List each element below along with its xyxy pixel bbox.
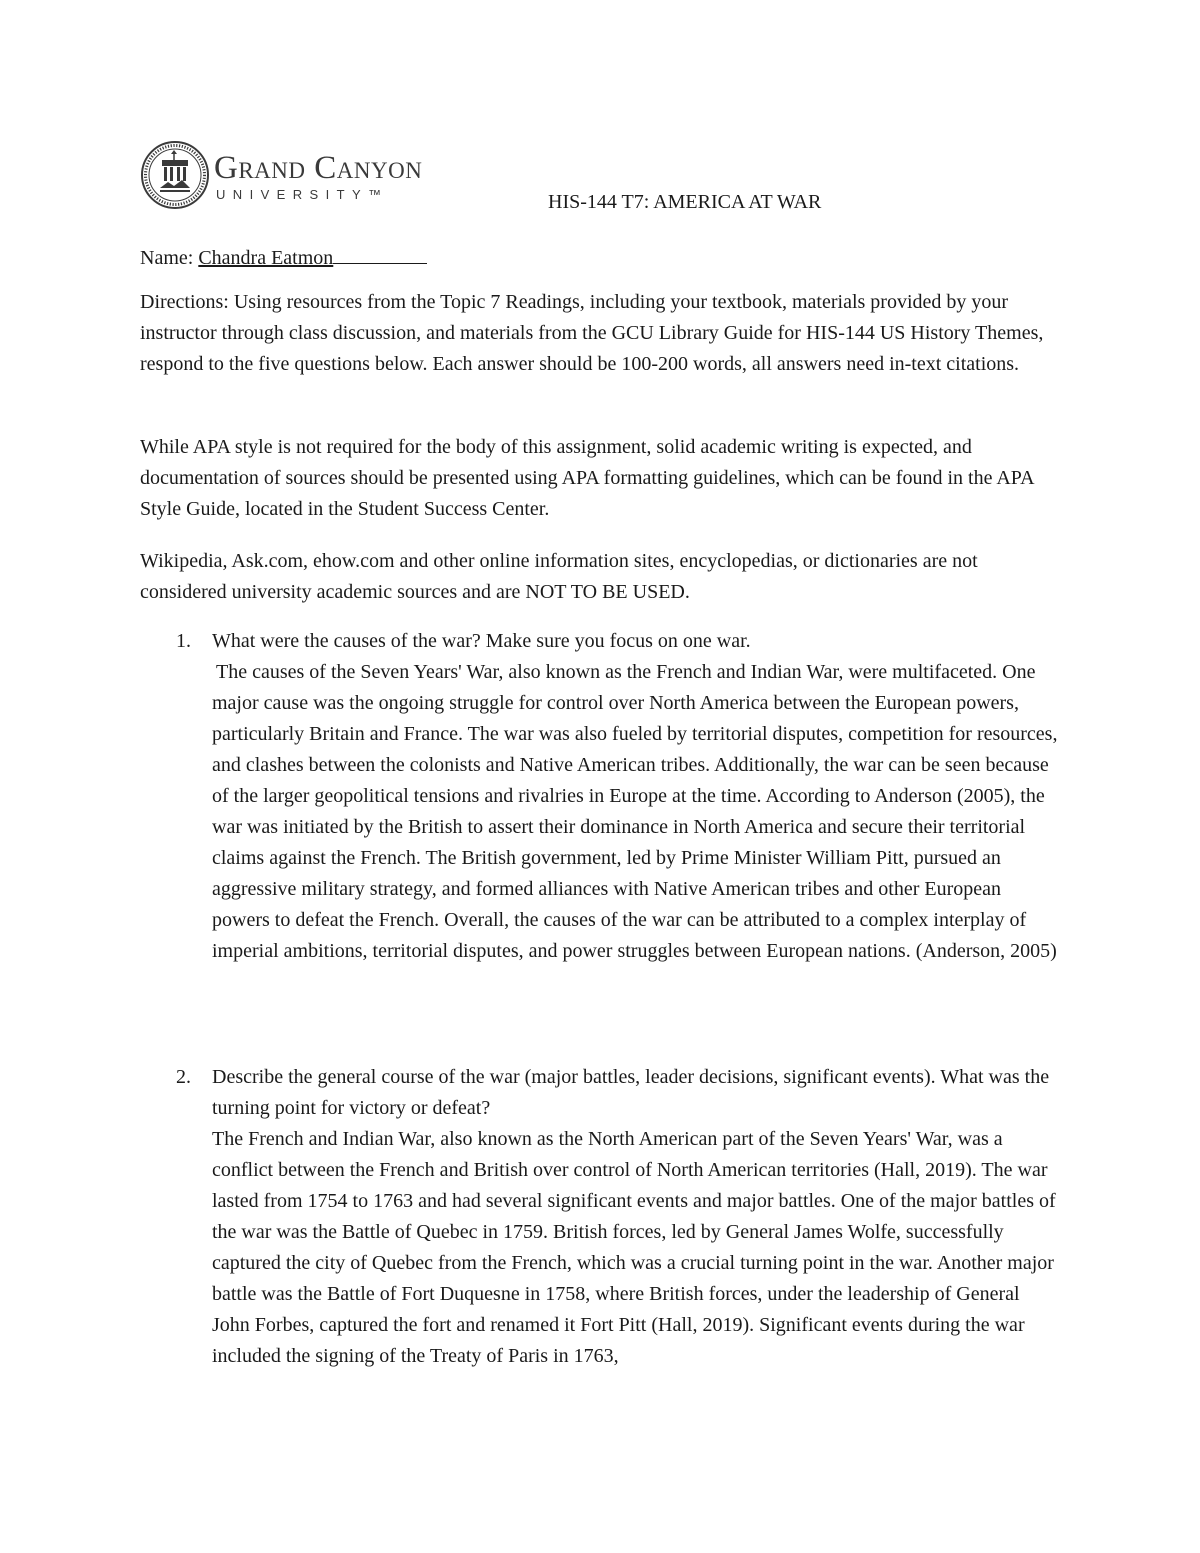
name-blank-line (333, 243, 427, 264)
answer-text: The French and Indian War, also known as the North American part of the Seven Years' War, was a conflict between the French and British over control of North American territories (Hall, 2019). The war lasted from 1754 to 1763 and had several significant events and major battles. One of the major battles of the war was the Battle of Quebec in 1759. British forces, led by General James Wolfe, successfully captured the city of Quebec from the French, which was a crucial turning point in the war. Another major battle was the Battle of Fort Duquesne in 1758, where British forces, under the leadership of General John Forbes, captured the fort and renamed it Fort Pitt (Hall, 2019). Significant events during the war included the signing of the Treaty of Paris in 1763, (212, 1128, 1056, 1367)
university-seal-icon (140, 140, 210, 210)
university-logo (140, 140, 450, 214)
course-title: HIS-144 T7: AMERICA AT WAR (548, 191, 822, 213)
directions-paragraph: Directions: Using resources from the Topic 7 Readings, including your textbook, materials provided by your instructor through class discussion, and materials from the GCU Library Guide for HIS-144 US History Themes, respond to the five questions below. Each answer should be 100-200 words, all answers need in-text citations. (140, 291, 1044, 375)
list-item (140, 1062, 1060, 1372)
question-number: 2. (176, 1066, 191, 1088)
brand-subtitle: UNIVERSITY™ (216, 187, 389, 202)
student-name: Chandra Eatmon (198, 247, 334, 269)
apa-note-paragraph: While APA style is not required for the body of this assignment, solid academic writing is expected, and documentation of sources should be presented using APA formatting guidelines, which can be found in the APA Style Guide, located in the Student Success Center. (140, 436, 1034, 520)
question-text: Describe the general course of the war (major battles, leader decisions, significant events). What was the turning point for victory or defeat? (212, 1066, 1050, 1119)
answer-text: The causes of the Seven Years' War, also known as the French and Indian War, were multifaceted. One major cause was the ongoing struggle for control over North America between the European powers, particularly Britain and France. The war was also fueled by territorial disputes, competition for resources, and clashes between the colonists and Native American tribes. Additionally, the war can be seen because of the larger geopolitical tensions and rivalries in Europe at the time. According to Anderson (2005), the war was initiated by the British to assert their dominance in North America and secure their territorial claims against the French. The British government, led by Prime Minister William Pitt, pursued an aggressive military strategy, and formed alliances with Native American tribes and other European powers to defeat the French. Overall, the causes of the war can be attributed to a complex interplay of imperial ambitions, territorial disputes, and power struggles between European nations. (Anderson, 2005) (212, 661, 1058, 962)
question-list-2 (140, 1062, 1060, 1372)
name-label: Name: (140, 247, 199, 269)
list-item (140, 626, 1060, 967)
question-list-1 (140, 626, 1060, 967)
question-number: 1. (176, 630, 191, 652)
brand-name: Grand Canyon (214, 150, 423, 186)
sources-note-paragraph: Wikipedia, Ask.com, ehow.com and other online information sites, encyclopedias, or dictionaries are not considered university academic sources and are NOT TO BE USED. (140, 550, 978, 603)
student-name-line (140, 243, 427, 270)
question-text: What were the causes of the war? Make sure you focus on one war. (212, 630, 751, 652)
